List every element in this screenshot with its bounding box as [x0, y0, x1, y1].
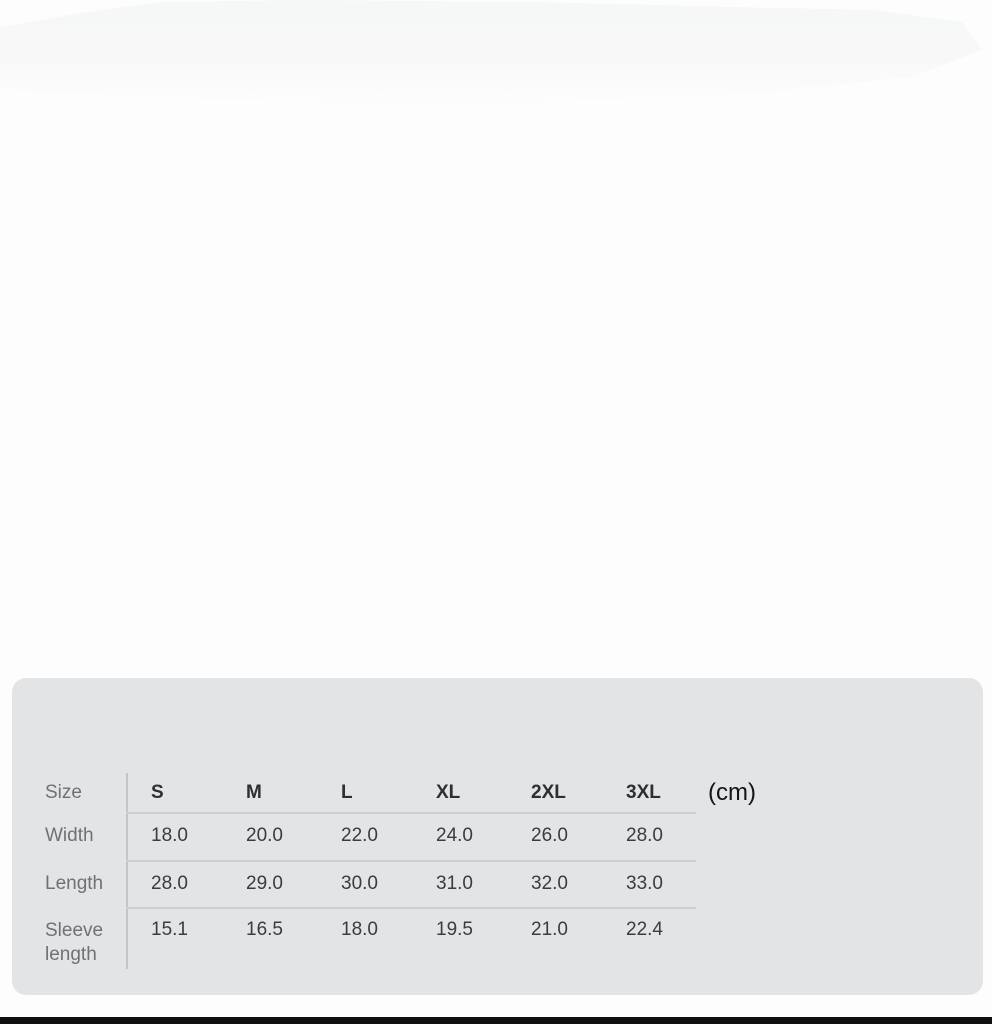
- cell-value: 33.0: [626, 872, 663, 894]
- cell-value: 29.0: [246, 872, 283, 894]
- row-label-length: Length: [45, 872, 104, 894]
- cell-value: 16.5: [246, 919, 283, 940]
- table-row-sleeve-length: [12, 907, 983, 969]
- cell-value: 30.0: [341, 872, 378, 894]
- cell-value: 22.0: [341, 825, 378, 846]
- column-header-l: L: [341, 781, 353, 803]
- cell-value: 28.0: [151, 872, 188, 894]
- table-row-width: [12, 812, 983, 860]
- cell-value: 18.0: [151, 825, 188, 846]
- column-header-2xl: 2XL: [531, 781, 566, 803]
- cell-value: 32.0: [531, 872, 568, 894]
- product-photo-fade: [0, 0, 992, 110]
- column-header-m: M: [246, 781, 262, 803]
- cell-value: 24.0: [436, 825, 473, 846]
- row-label-width: Width: [45, 825, 94, 846]
- table-row-length: [12, 860, 983, 907]
- column-header-s: S: [151, 781, 164, 803]
- cell-value: 22.4: [626, 919, 663, 940]
- cell-value: 26.0: [531, 825, 568, 846]
- cell-value: 31.0: [436, 872, 473, 894]
- cell-value: 21.0: [531, 919, 568, 940]
- unit-label: (cm): [708, 778, 756, 806]
- row-label-size: Size: [45, 781, 82, 803]
- cell-value: 18.0: [341, 919, 378, 940]
- bottom-bar: [0, 1017, 992, 1024]
- column-header-xl: XL: [436, 781, 461, 803]
- cell-value: 15.1: [151, 919, 188, 940]
- size-chart-header-row: [12, 773, 983, 812]
- cell-value: 19.5: [436, 919, 473, 940]
- cell-value: 20.0: [246, 825, 283, 846]
- size-chart-table: [12, 773, 983, 969]
- row-label-sleeve-length: Sleeve length: [45, 920, 104, 965]
- cell-value: 28.0: [626, 825, 663, 846]
- size-chart-card: [12, 678, 983, 995]
- column-header-3xl: 3XL: [626, 781, 661, 803]
